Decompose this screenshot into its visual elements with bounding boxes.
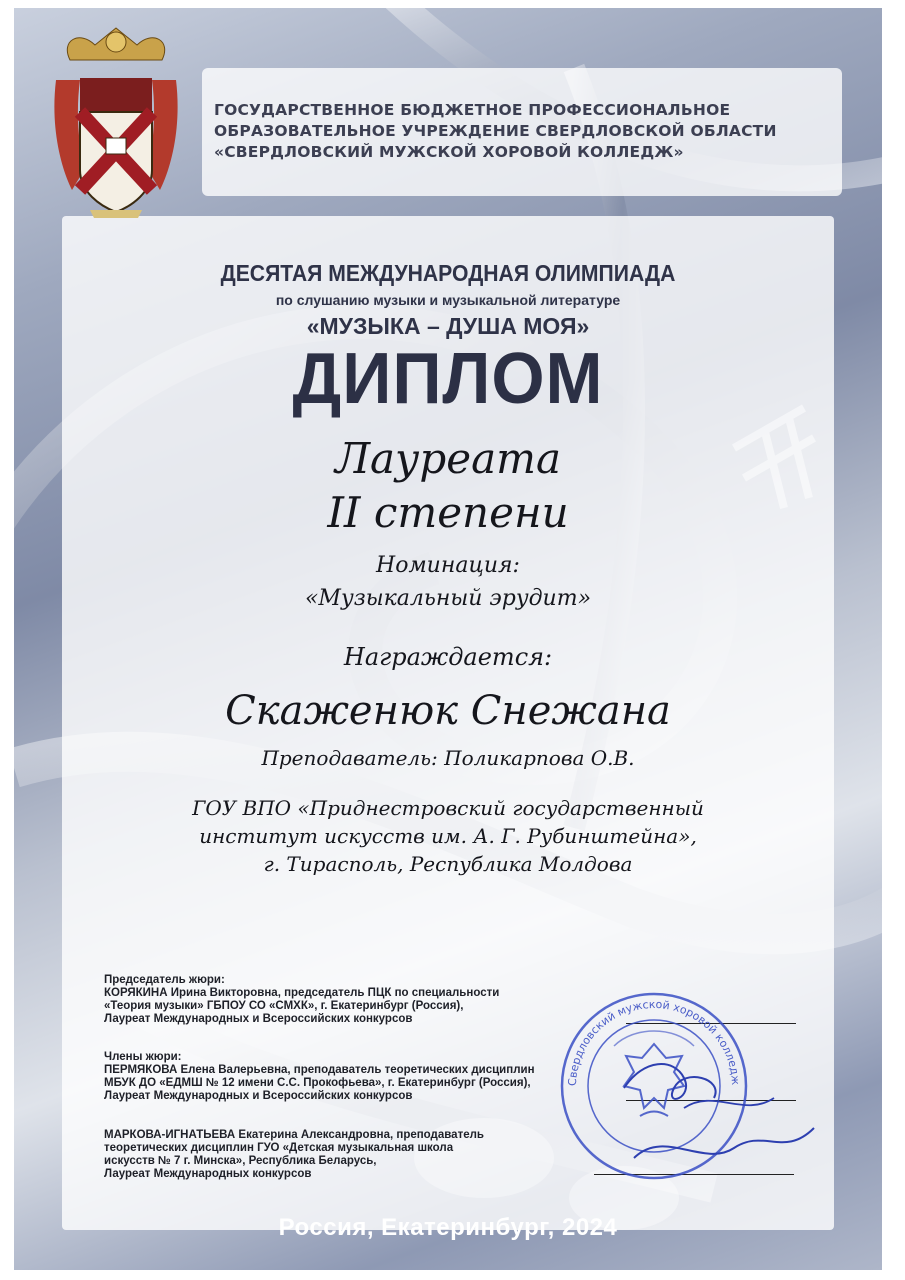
- jury-text-line: ПЕРМЯКОВА Елена Валерьевна, преподаватель теоретических дисциплин: [104, 1064, 535, 1076]
- nomination-value: «Музыкальный эрудит»: [304, 586, 592, 611]
- jury-text-line: искусств № 7 г. Минска», Республика Беларусь,: [104, 1155, 377, 1167]
- jury-text-line: Лауреат Международных и Всероссийских конкурсов: [104, 1013, 413, 1025]
- jury-chair-label: Председатель жюри:: [104, 974, 225, 986]
- jury-text-line: теоретических дисциплин ГУО «Детская музыкальная школа: [104, 1142, 454, 1154]
- diploma-heading: ДИПЛОМ: [292, 339, 604, 419]
- event-title: ДЕСЯТАЯ МЕЖДУНАРОДНАЯ ОЛИМПИАДА: [220, 260, 676, 286]
- nomination-label: Номинация:: [376, 553, 520, 578]
- jury-members-block: [104, 1051, 574, 1103]
- diploma-sheet: [14, 8, 882, 1270]
- footer-place-year: Россия, Екатеринбург, 2024: [278, 1214, 618, 1241]
- institution-line: институт искусств им. А. Г. Рубинштейна»,: [199, 824, 697, 848]
- stamp-text: Свердловский мужской хоровой колледж: [565, 997, 743, 1087]
- event-subtitle: по слушанию музыки и музыкальной литературе: [275, 292, 621, 308]
- degree-title: II степени: [327, 488, 569, 537]
- jury-text-line: Лауреат Международных конкурсов: [104, 1168, 312, 1180]
- organization-name: [214, 100, 834, 163]
- teacher-line: Преподаватель: Поликарпова О.В.: [261, 746, 635, 770]
- awardee-name: Скаженюк Снежана: [225, 688, 671, 734]
- signature-icon: [614, 1048, 844, 1198]
- jury-text-line: МАРКОВА-ИГНАТЬЕВА Екатерина Александровна, преподаватель: [104, 1129, 484, 1141]
- institution-line: ГОУ ВПО «Приднестровский государственный: [192, 796, 704, 820]
- jury-text-line: «Теория музыки» ГБПОУ СО «СМХК», г. Екатеринбург (Россия),: [104, 1000, 464, 1012]
- organization-line: ГОСУДАРСТВЕННОЕ БЮДЖЕТНОЕ ПРОФЕССИОНАЛЬНОЕ: [214, 101, 731, 119]
- jury-members-label: Члены жюри:: [104, 1051, 182, 1063]
- jury-text-line: МБУК ДО «ЕДМШ № 12 имени С.С. Прокофьева», г. Екатеринбург (Россия),: [104, 1077, 531, 1089]
- event-name: «МУЗЫКА – ДУША МОЯ»: [306, 313, 590, 339]
- jury-text-line: Лауреат Международных и Всероссийских конкурсов: [104, 1090, 413, 1102]
- laureate-title: Лауреата: [334, 434, 562, 483]
- jury-chair-block: [104, 974, 574, 1026]
- awarded-label: Награждается:: [343, 643, 553, 671]
- coat-of-arms-icon: [50, 20, 182, 220]
- jury-member-block: [104, 1129, 574, 1181]
- jury-text-line: КОРЯКИНА Ирина Викторовна, председатель ПЦК по специальности: [104, 987, 500, 999]
- organization-line: «СВЕРДЛОВСКИЙ МУЖСКОЙ ХОРОВОЙ КОЛЛЕДЖ»: [214, 143, 684, 161]
- institution-line: г. Тирасполь, Республика Молдова: [263, 852, 633, 876]
- institution-block: [62, 794, 834, 878]
- organization-line: ОБРАЗОВАТЕЛЬНОЕ УЧРЕЖДЕНИЕ СВЕРДЛОВСКОЙ ОБЛАСТИ: [214, 122, 777, 140]
